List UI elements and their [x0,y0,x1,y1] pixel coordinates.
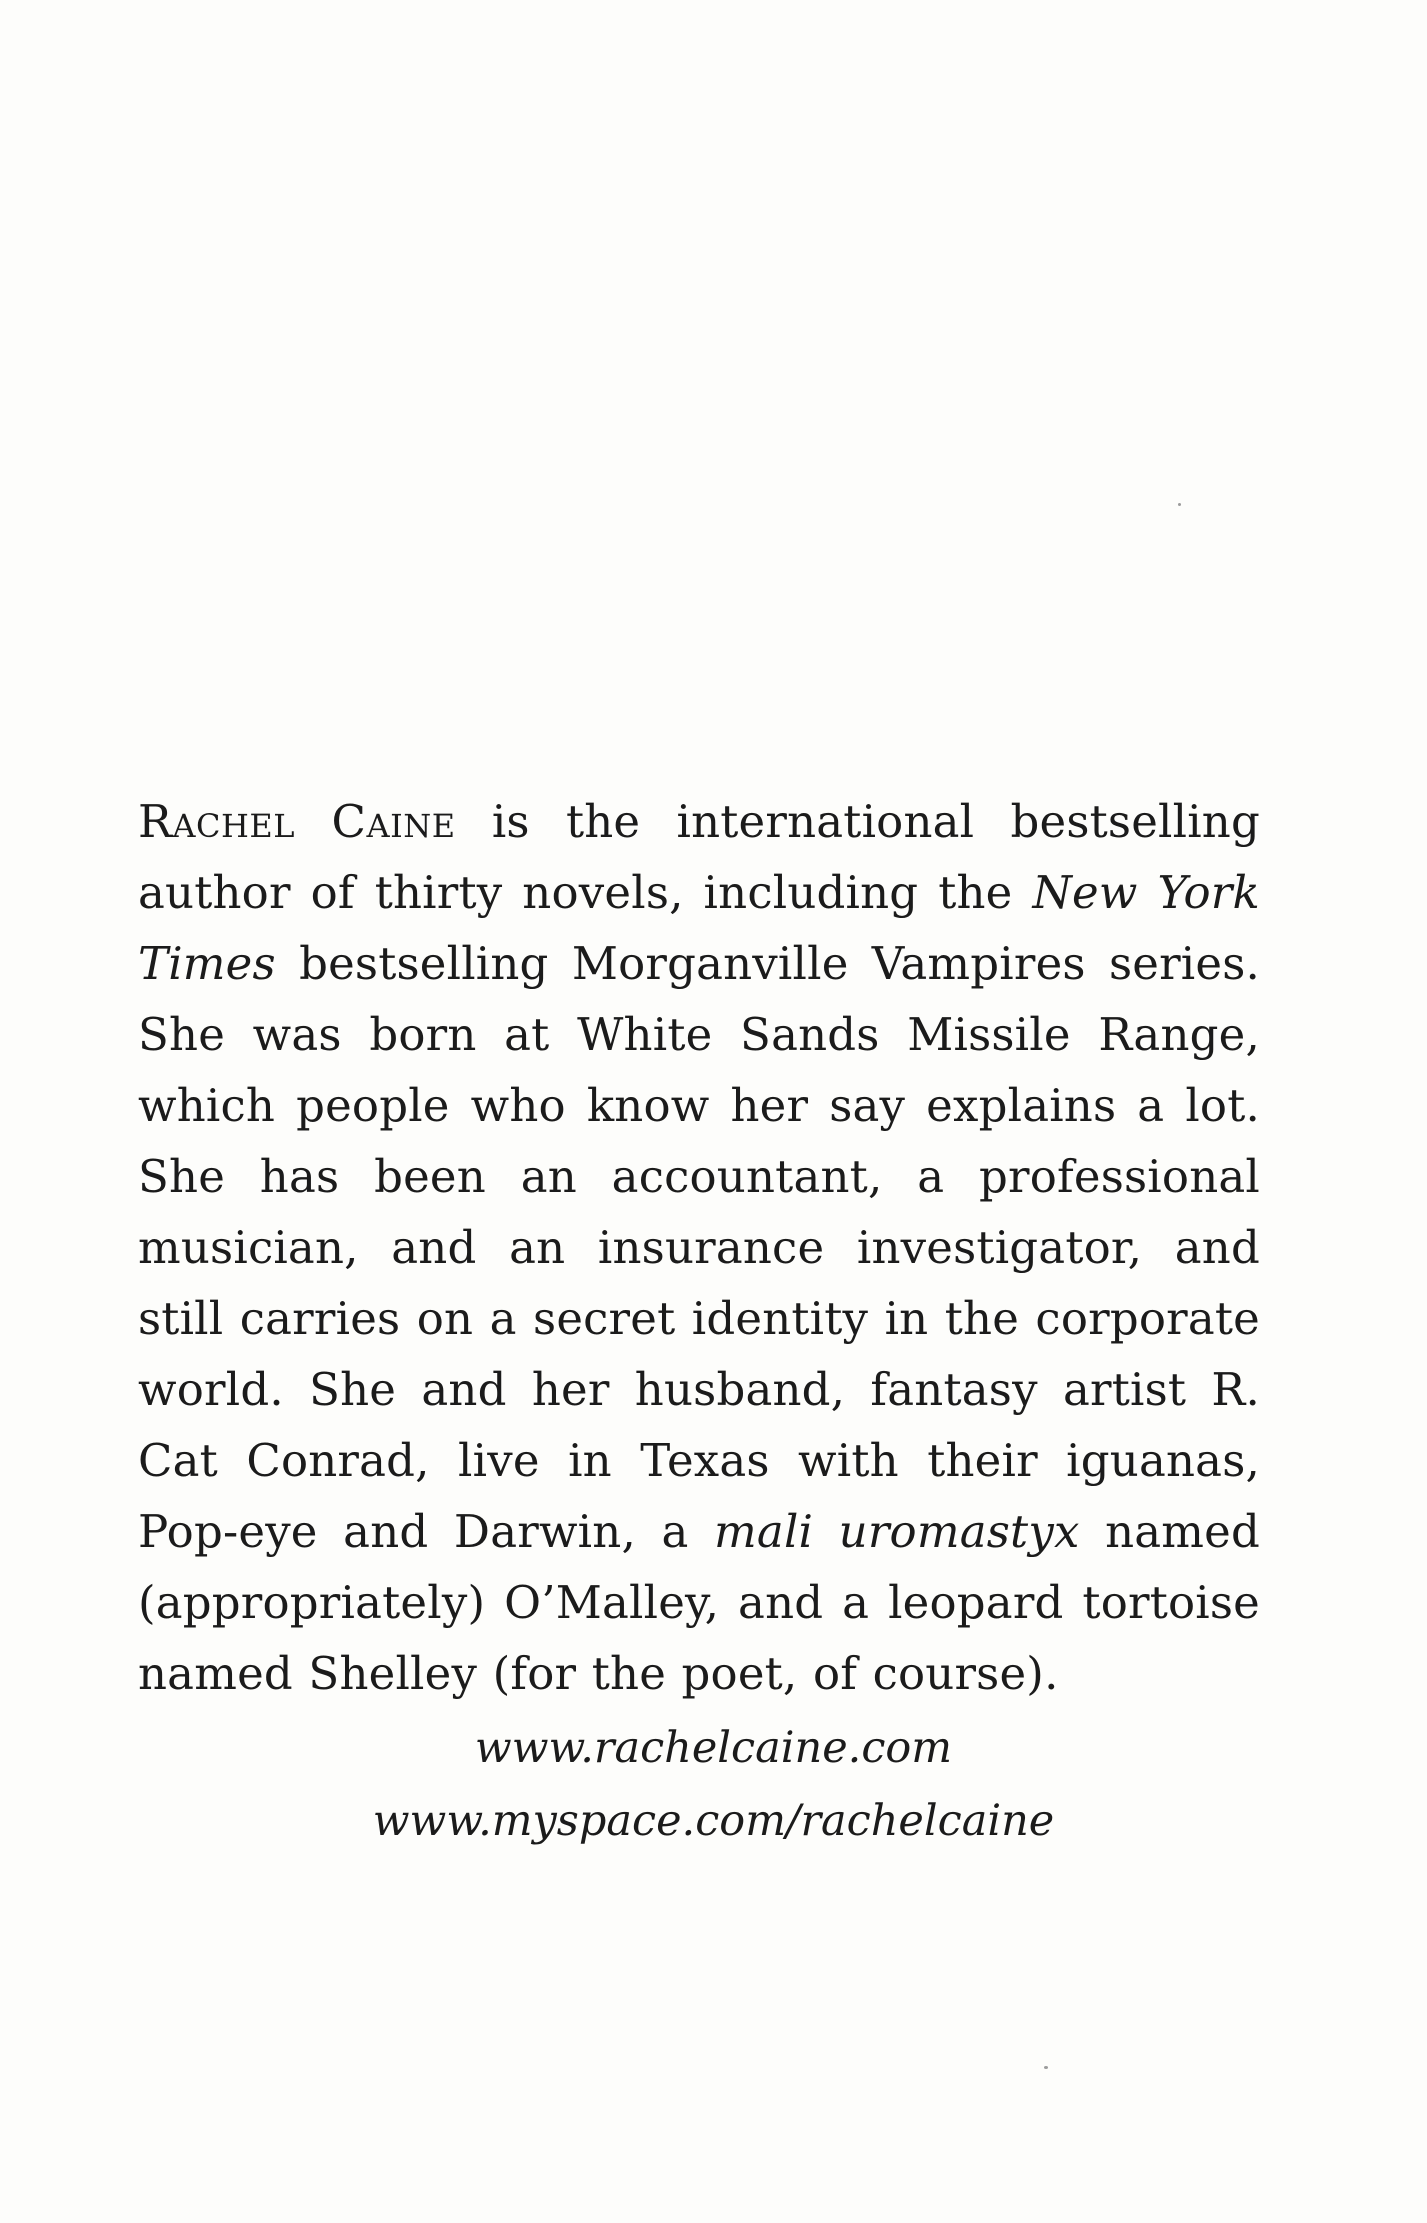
bio-text-part-2: bestselling Morganville Vampires series. She was born at White Sands Missile Range, which people who know her say explains a lot. She has been an accountant, a professional musician, and an insurance investigator, and still carries on a secret identity in the corporate world. She and her husband, fantasy artist R. Cat Conrad, live in Texas with their iguanas, Pop-eye and Darwin, a [138,937,1260,1558]
author-name: Rachel Caine [138,795,456,848]
paper-speck [1178,503,1181,506]
myspace-link: www.myspace.com/rachelcaine [372,1796,1055,1846]
bio-text-part-1: is the international bestselling author of thirty novels, including the [138,795,1260,919]
website-link: www.rachelcaine.com [474,1723,953,1773]
paper-speck [1044,2066,1048,2069]
species-name: mali uromastyx [714,1505,1080,1558]
newspaper-title: New York Times [138,866,1260,990]
bio-text-part-3: named (appropriately) O’Malley, and a leopard tortoise named Shelley (for the poet, of course). [138,1505,1260,1700]
author-links [0,1712,1427,1858]
author-bio [138,786,1260,1709]
